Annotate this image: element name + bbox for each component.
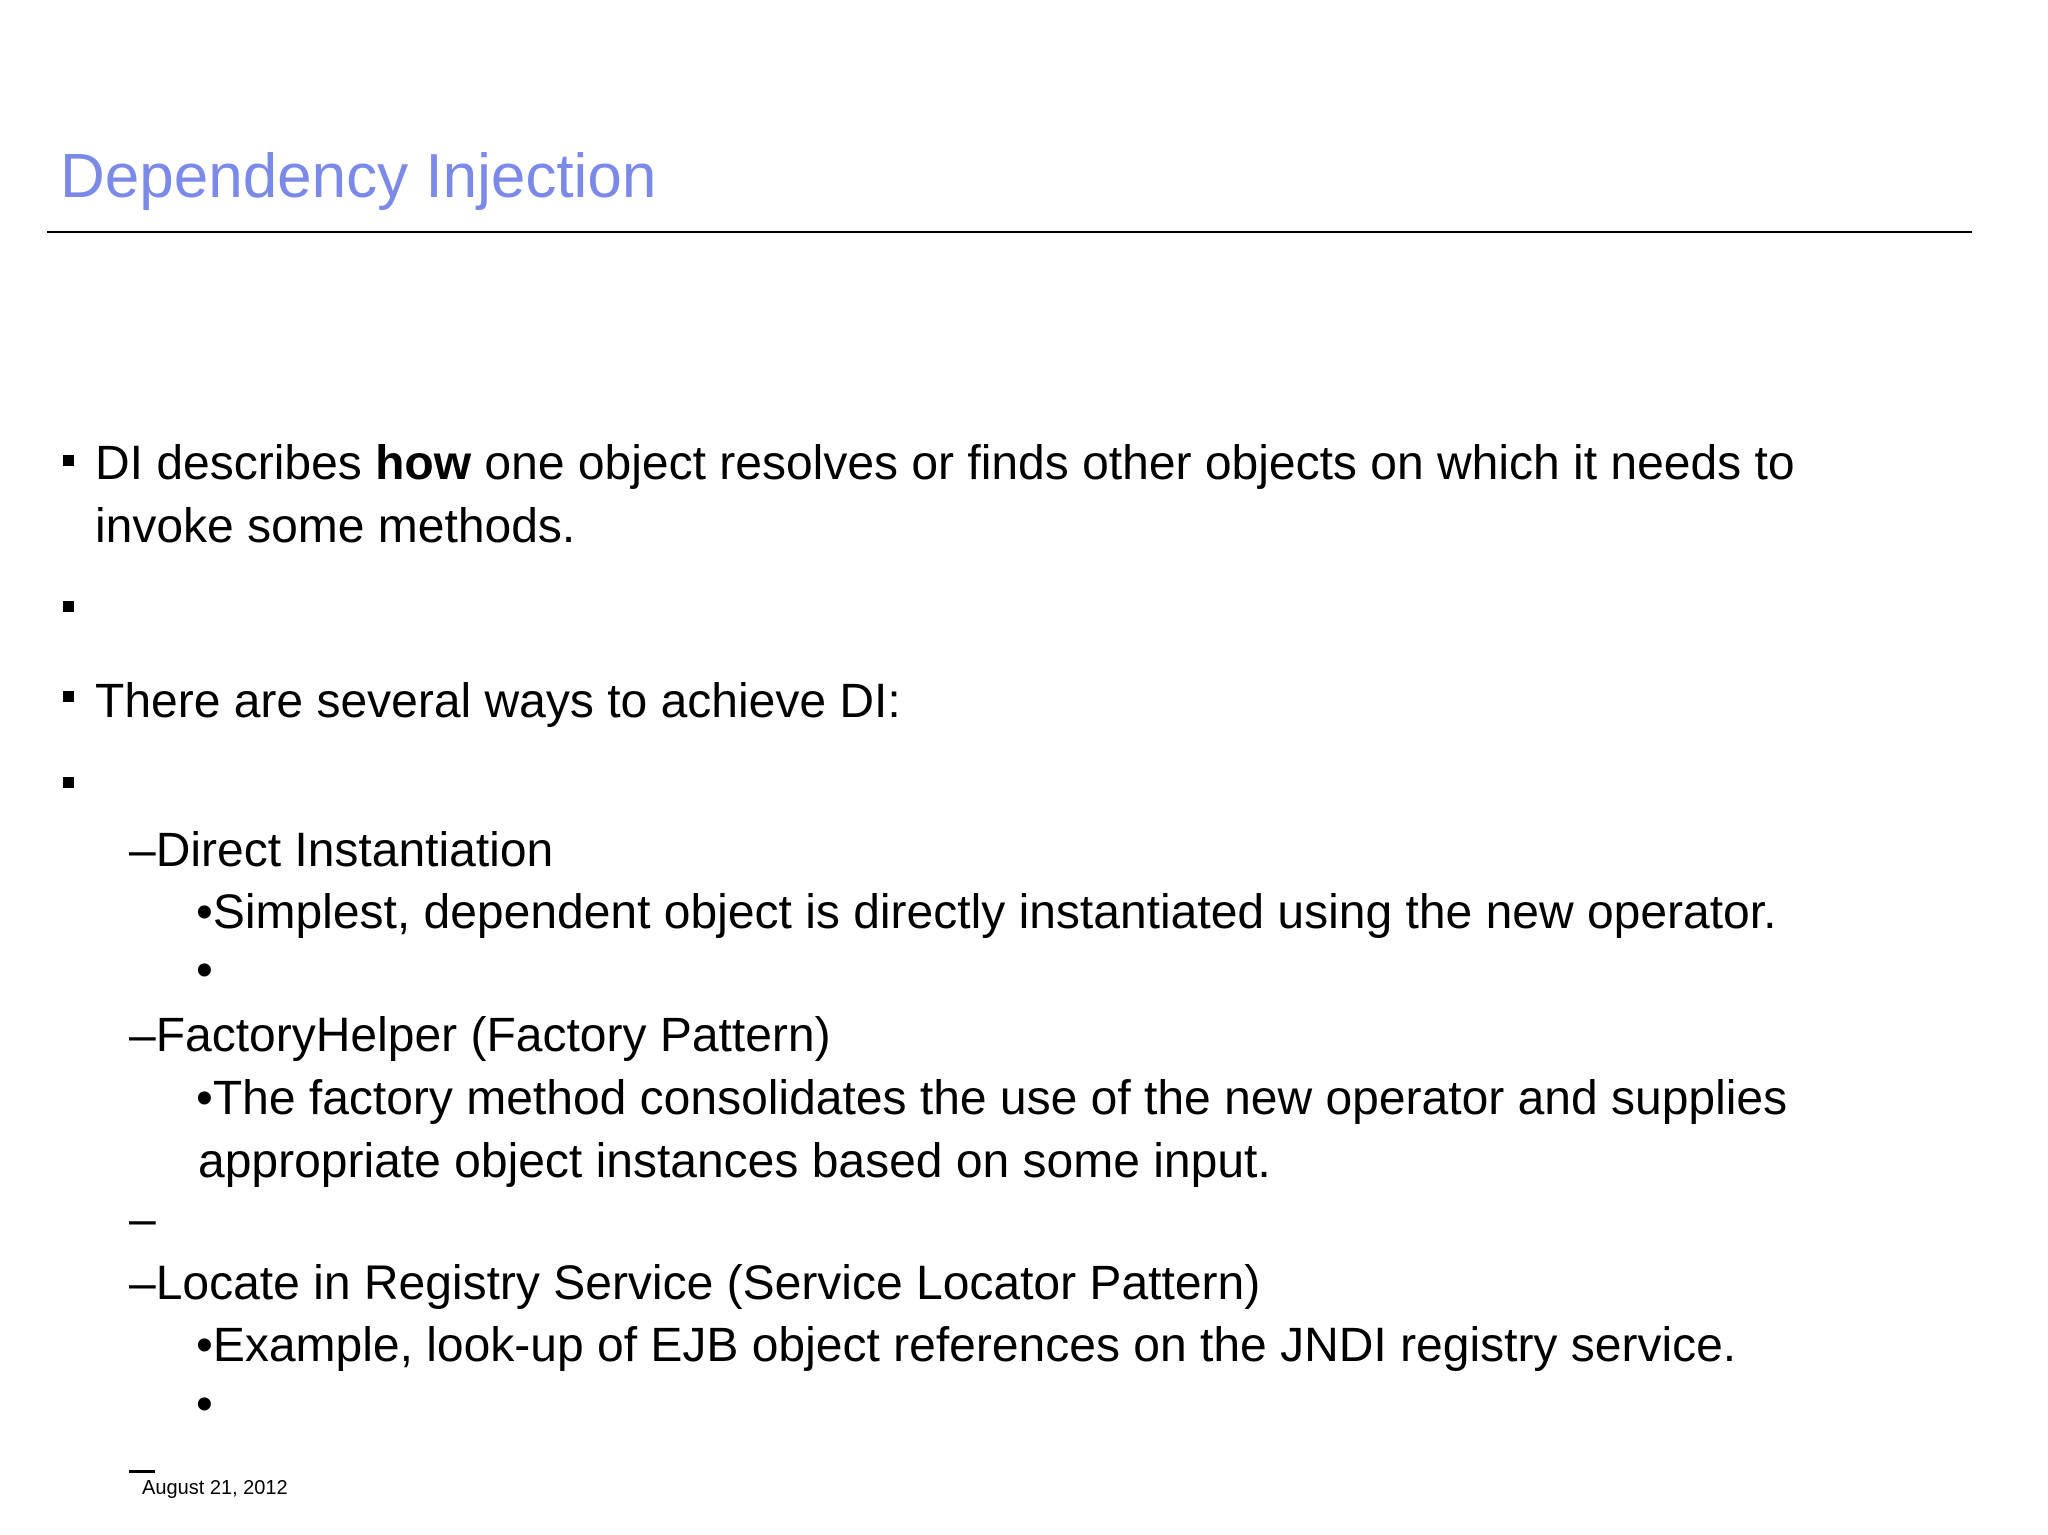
- bullet-di-description-line2: invoke some methods.: [95, 500, 576, 553]
- list-item-detail-line2: appropriate object instances based on some input.: [198, 1135, 1271, 1188]
- empty-dash-bullet: –: [129, 1193, 156, 1246]
- list-item-detail: [196, 1068, 1787, 1130]
- list-item-detail: [196, 1315, 1736, 1377]
- bullet-di-description: [95, 433, 1795, 495]
- list-item-heading: [129, 1253, 1260, 1315]
- bullet-text-bold: how: [375, 437, 472, 490]
- item-detail-text: The factory method consolidates the use of the new operator and supplies: [212, 1072, 1788, 1125]
- bullet-text-suffix: one object resolves or finds other objects on which it needs to: [471, 437, 1795, 490]
- list-item-heading: [129, 820, 553, 882]
- empty-dot-bullet: •: [196, 944, 213, 997]
- dash-marker: –: [129, 824, 156, 877]
- square-bullet-icon: [63, 777, 74, 788]
- footer-date: August 21, 2012: [142, 1477, 288, 1499]
- item-heading-text: Direct Instantiation: [155, 824, 554, 877]
- dot-marker: •: [196, 886, 213, 939]
- bullet-ways-to-achieve: There are several ways to achieve DI:: [95, 675, 901, 728]
- title-divider: [47, 231, 1972, 233]
- slide-title: Dependency Injection: [60, 142, 657, 211]
- item-detail-text: Example, look-up of EJB object references on the JNDI registry service.: [212, 1319, 1737, 1372]
- empty-dot-bullet: •: [196, 1378, 213, 1431]
- dash-marker: –: [129, 1009, 156, 1062]
- dot-marker: •: [196, 1072, 213, 1125]
- dash-marker: –: [129, 1257, 156, 1310]
- item-detail-text: Simplest, dependent object is directly instantiated using the new operator.: [212, 886, 1777, 939]
- list-item-detail: [196, 882, 1776, 944]
- item-heading-text: Locate in Registry Service (Service Locator Pattern): [155, 1257, 1261, 1310]
- dot-marker: •: [196, 1319, 213, 1372]
- footer-dash: [129, 1470, 155, 1473]
- square-bullet-icon: [63, 691, 74, 702]
- square-bullet-icon: [63, 601, 74, 612]
- list-item-heading: [129, 1005, 831, 1067]
- item-heading-text: FactoryHelper (Factory Pattern): [155, 1009, 831, 1062]
- square-bullet-icon: [63, 455, 74, 466]
- bullet-text-prefix: DI describes: [95, 437, 376, 490]
